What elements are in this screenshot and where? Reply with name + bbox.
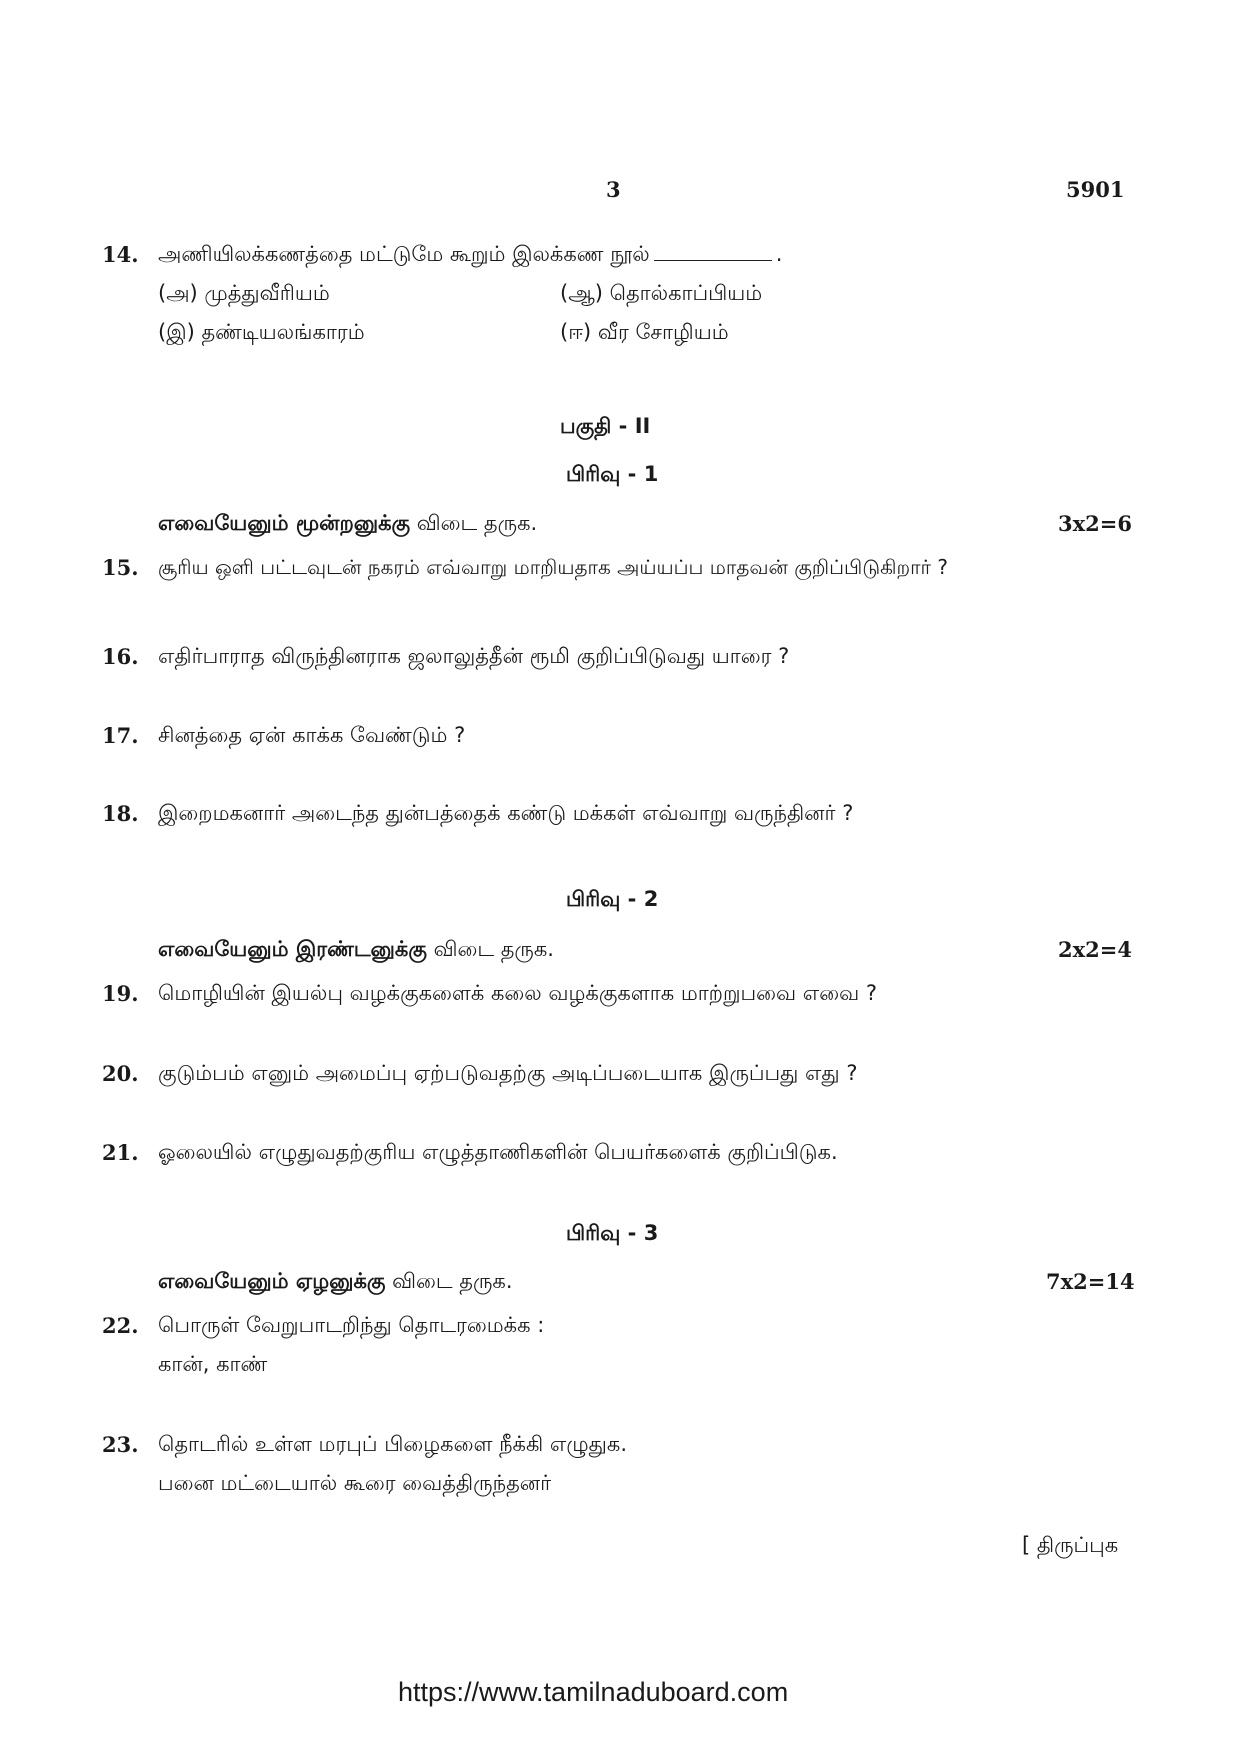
question-20-text: குடும்பம் எனும் அமைப்பு ஏற்படுவதற்கு அடிப்படையாக இருப்பது எது ?	[158, 1061, 858, 1085]
section-3-instruction-bold: எவையேனும் ஏழனுக்கு	[158, 1269, 386, 1293]
option-c	[158, 320, 365, 347]
question-15-text: சூரிய ஒளி பட்டவுடன் நகரம் எவ்வாறு மாறியதாக அய்யப்ப மாதவன் குறிப்பிடுகிறார் ?	[158, 555, 948, 579]
question-23-sentence: பனை மட்டையால் கூரை வைத்திருந்தனர்	[158, 1471, 552, 1495]
question-number-19: 19.	[102, 981, 139, 1006]
section-1-marks: 3x2=6	[1058, 511, 1132, 536]
question-number-22: 22.	[102, 1313, 139, 1338]
option-d-text: வீர சோழியம்	[597, 320, 729, 344]
option-a-text: முத்துவீரியம்	[204, 281, 330, 305]
option-d	[560, 320, 729, 347]
option-b	[560, 281, 762, 308]
page-number: 3	[606, 177, 621, 202]
section-3-marks: 7x2=14	[1046, 1269, 1135, 1294]
section-2-title: பிரிவு - 2	[566, 887, 659, 911]
question-23-text: தொடரில் உள்ள மரபுப் பிழைகளை நீக்கி எழுதுக.	[158, 1432, 627, 1456]
part-title: பகுதி - II	[560, 414, 651, 438]
turn-over-note: [ திருப்புக	[1022, 1533, 1119, 1557]
question-number-23: 23.	[102, 1432, 139, 1457]
question-14-text	[158, 242, 782, 269]
option-a	[158, 281, 330, 308]
question-22-words: கான், காண்	[158, 1352, 268, 1376]
answer-blank	[654, 244, 772, 261]
question-14-stem: அணியிலக்கணத்தை மட்டுமே கூறும் இலக்கண நூல்	[158, 242, 650, 266]
option-b-text: தொல்காப்பியம்	[609, 281, 763, 305]
paper-code: 5901	[1066, 177, 1125, 202]
section-2-marks: 2x2=4	[1058, 937, 1132, 962]
option-c-label: (இ)	[158, 320, 195, 344]
option-d-label: (ஈ)	[560, 320, 592, 344]
question-19-text: மொழியின் இயல்பு வழக்குகளைக் கலை வழக்குகளாக மாற்றுபவை எவை ?	[158, 981, 877, 1005]
question-16-text: எதிர்பாராத விருந்தினராக ஜலாலுத்தீன் ரூமி குறிப்பிடுவது யாரை ?	[158, 644, 790, 668]
section-1-instruction-bold: எவையேனும் மூன்றனுக்கு	[158, 511, 411, 535]
option-a-label: (அ)	[158, 281, 198, 305]
question-number-18: 18.	[102, 801, 139, 826]
question-21-text: ஓலையில் எழுதுவதற்குரிய எழுத்தாணிகளின் பெயர்களைக் குறிப்பிடுக.	[158, 1140, 838, 1164]
question-number-20: 20.	[102, 1061, 139, 1086]
question-18-text: இறைமகனார் அடைந்த துன்பத்தைக் கண்டு மக்கள் எவ்வாறு வருந்தினர் ?	[158, 801, 854, 825]
section-1-title: பிரிவு - 1	[566, 462, 659, 486]
section-1-instruction-rest: விடை தருக.	[416, 511, 538, 535]
question-14-end: .	[775, 242, 783, 266]
section-3-instruction	[158, 1269, 513, 1296]
section-3-instruction-rest: விடை தருக.	[392, 1269, 513, 1293]
section-3-title: பிரிவு - 3	[566, 1221, 659, 1245]
footer-url[interactable]: https://www.tamilnaduboard.com	[398, 1677, 789, 1707]
question-17-text: சினத்தை ஏன் காக்க வேண்டும் ?	[158, 723, 466, 747]
option-c-text: தண்டியலங்காரம்	[201, 320, 365, 344]
question-number-16: 16.	[102, 644, 139, 669]
option-b-label: (ஆ)	[560, 281, 603, 305]
question-number-14: 14.	[102, 242, 139, 267]
question-22-text: பொருள் வேறுபாடறிந்து தொடரமைக்க :	[158, 1313, 545, 1337]
question-number-17: 17.	[102, 723, 139, 748]
section-2-instruction-rest: விடை தருக.	[433, 937, 554, 961]
question-number-21: 21.	[102, 1140, 139, 1165]
question-number-15: 15.	[102, 555, 139, 580]
section-2-instruction	[158, 937, 554, 964]
section-1-instruction	[158, 511, 537, 538]
section-2-instruction-bold: எவையேனும் இரண்டனுக்கு	[158, 937, 427, 961]
